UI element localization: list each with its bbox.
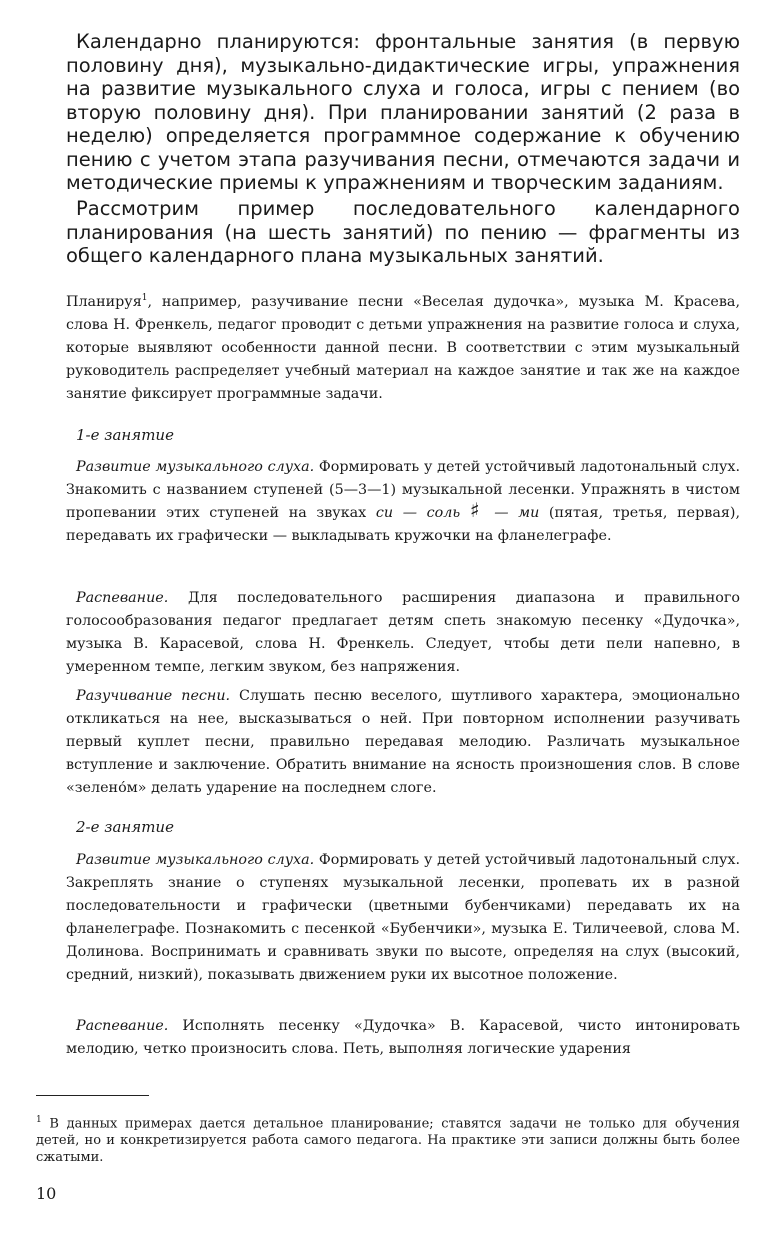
lesson-2-heading: 2-е занятие — [76, 818, 174, 836]
footnote-reference: 1 — [141, 293, 148, 303]
lesson-1-warmup: Распевание. Для последовательного расширения диапазона и правильного голосообразования педагог предлагает детям спеть знакомую песенку «Дудочка», музыка В. Карасевой, слова Н. Френкель. Следует, чтобы дети пели напевно, в умеренном темпе, легким звуком, без напряжения. — [66, 590, 740, 675]
footnote-divider — [36, 1095, 149, 1096]
footnote: $^1$ В данных примерах дается детальное планирование; ставятся задачи не только для обучения детей, но и конкретизируется работа самого педагога. На практике эти записи должны быть более сжатыми. — [36, 1115, 740, 1166]
lesson-1-hearing: Развитие музыкального слуха. Формировать у детей устойчивый ладотональный слух. Знакомить с названием ступеней (5—3—1) музыкальной лесенки. Упражнять в чистом пропевании этих ступеней на звуках си — соль ♯ — ми (пятая, третья, первая), передавать их графически — выкладывать кружочки на фланелеграфе. — [66, 459, 741, 544]
sharp-sign: ♯ — [469, 498, 485, 522]
lesson-2-hearing: Развитие музыкального слуха. Формировать у детей устойчивый ладотональный слух. Закреплять знание о ступенях музыкальной лесенки, пропевать их в разной последовательности и графически (цветными бубенчиками) передавать их на фланелеграфе. Познакомить с песенкой «Бубенчики», музыка Е. Тиличеевой, слова М. Долинова. Воспринимать и сравнивать звуки по высоте, определяя на слух (высокий, средний, низкий), показывать движением руки их высотное положение. — [66, 852, 741, 983]
intro-paragraph-1: Календарно планируются: фронтальные занятия (в первую половину дня), музыкально-дидактические игры, упражнения на развитие музыкального слуха и голоса, игры с пением (во вторую половину дня). При планировании занятий (2 раза в неделю) определяется программное содержание к обучению пению с учетом этапа разучивания песни, отмечаются задачи и методические приемы к упражнениям и творческим заданиям. — [66, 30, 740, 194]
lesson-2-warmup: Распевание. Исполнять песенку «Дудочка» В. Карасевой, чисто интонировать мелодию, четко произносить слова. Петь, выполняя логические ударения — [66, 1018, 740, 1057]
example-paragraph: Планируя$^1$, например, разучивание песни «Веселая дудочка», музыка М. Красева, слова Н. Френкель, педагог проводит с детьми упражнения на развитие голоса и слуха, которые выявляют особенности данной песни. В соответствии с этим музыкальный руководитель распределяет учебный материал на каждое занятие и так же на каждое занятие фиксирует программные задачи. — [66, 293, 740, 402]
intro-paragraph-2: Рассмотрим пример последовательного календарного планирования (на шесть занятий) по пению — фрагменты из общего календарного плана музыкальных занятий. — [66, 197, 740, 267]
lesson-1-heading: 1-е занятие — [76, 426, 174, 444]
lesson-1-learning: Разучивание песни. Слушать песню веселого, шутливого характера, эмоционально откликаться на нее, высказываться о ней. При повторном исполнении разучивать первый куплет песни, правильно передавая мелодию. Различать музыкальное вступление и заключение. Обратить внимание на ясность произношения слов. В слове «зелено́м» делать ударение на последнем слоге. — [66, 688, 740, 796]
page-number: 10 — [36, 1184, 57, 1203]
